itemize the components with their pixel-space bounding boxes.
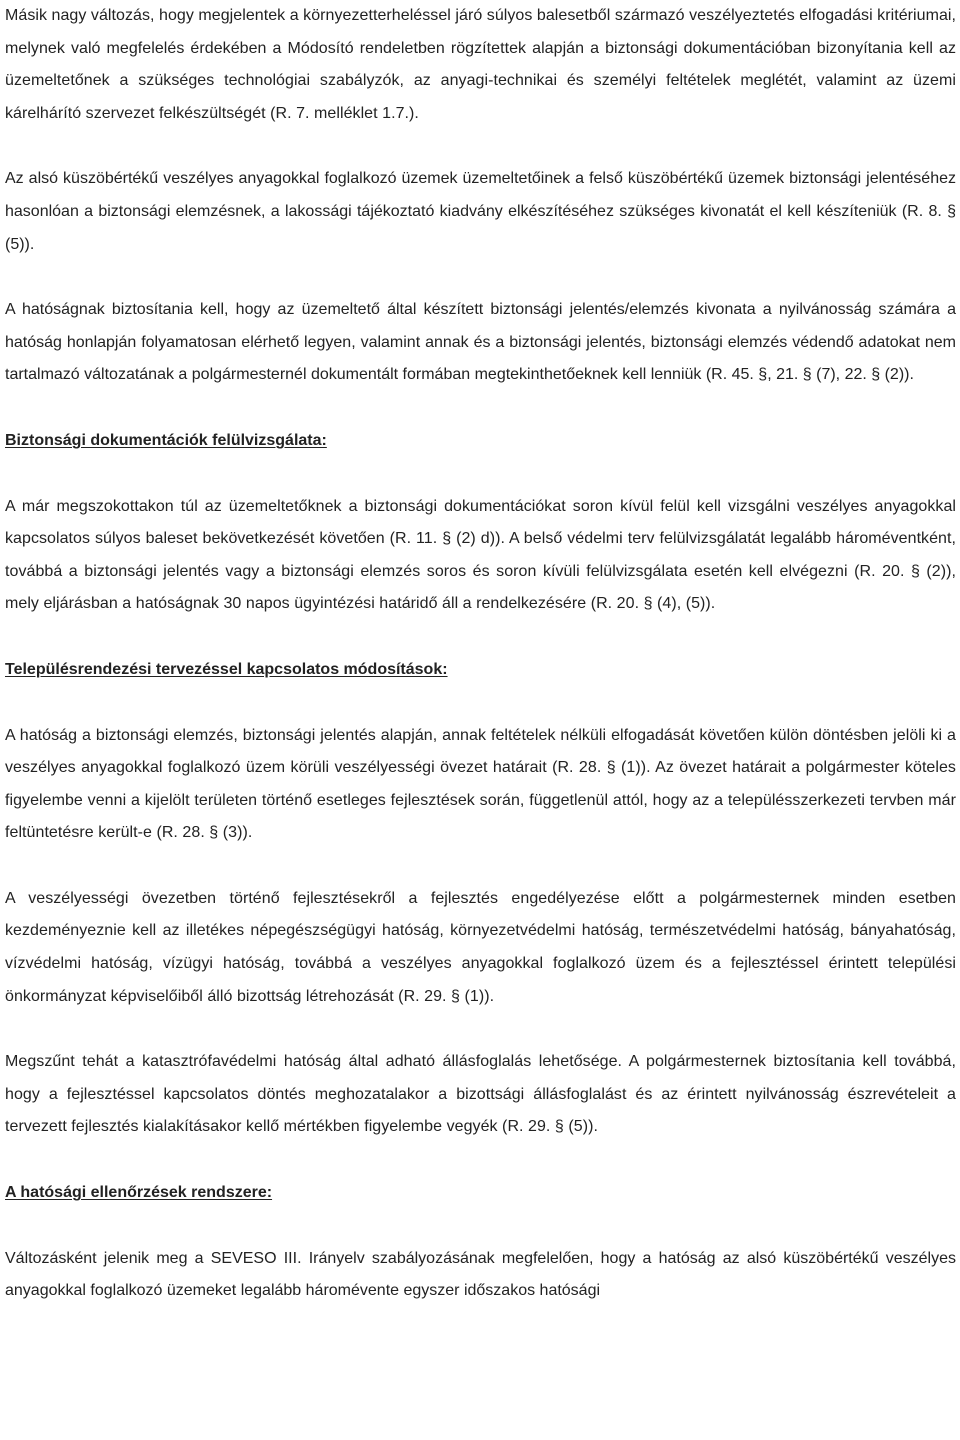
document-page bbox=[5, 0, 956, 1308]
paragraph-lower-tier-operators: Az alsó küszöbértékű veszélyes anyagokkal foglalkozó üzemek üzemeltetőinek a felső küszöbértékű üzemek biztonsági jelentéséhez hasonlóan a biztonsági elemzésnek, a lakossági tájékoztató kiadvány elkészítéséhez szükséges kivonatát el kell készíteniük (R. 8. § (5)). bbox=[5, 170, 956, 253]
paragraph-committee: A veszélyességi övezetben történő fejlesztésekről a fejlesztés engedélyezése előtt a polgármesternek minden esetben kezdeményeznie kell az illetékes népegészségügyi hatóság, környezetvédelmi hatóság, természetvédelmi hatóság, bányahatóság, vízvédelmi hatóság, vízügyi hatóság, továbbá a veszélyes anyagokkal foglalkozó üzem és a fejlesztéssel érintett települési önkormányzat képviselőiből álló bizottság létrehozását (R. 29. § (1)). bbox=[5, 889, 956, 1005]
heading-document-review: Biztonsági dokumentációk felülvizsgálata: bbox=[5, 431, 327, 449]
paragraph-document-review: A már megszokottakon túl az üzemeltetőknek a biztonsági dokumentációkat soron kívül felül kell vizsgálni veszélyes anyagokkal kapcsolatos súlyos baleset bekövetkezését követően (R. 11. § (2) d)). A belső védelmi terv felülvizsgálatát legalább hároméventként, továbbá a biztonsági jelentés vagy a biztonsági elemzés soros és soron kívüli felülvizsgálata esetén kell elvégezni (R. 20. § (2)), mely eljárásban a hatóságnak 30 napos ügyintézési határidő áll a rendelkezésére (R. 20. § (4), (5)). bbox=[5, 497, 956, 613]
paragraph-public-opinion: Megszűnt tehát a katasztrófavédelmi hatóság által adható állásfoglalás lehetősége. A polgármesternek biztosítania kell továbbá, hogy a fejlesztéssel kapcsolatos döntés meghozatalakor a bizottsági állásfoglalást és az érintett nyilvánosság észrevételeit a tervezett fejlesztés kialakításakor kellő mértékben figyelembe vegyék (R. 29. § (5)). bbox=[5, 1053, 956, 1136]
paragraph-inspections: Változásként jelenik meg a SEVESO III. Irányelv szabályozásának megfelelően, hogy a hatóság az alsó küszöbértékű veszélyes anyagokkal foglalkozó üzemeket legalább háromévente egyszer időszakos hatósági bbox=[5, 1249, 956, 1300]
paragraph-seveso-acceptance-criteria: Másik nagy változás, hogy megjelentek a környezetterheléssel járó súlyos balesetből származó veszélyeztetés elfogadási kritériumai, melynek való megfelelés érdekében a Módosító rendeletben rögzítettek alapján a biztonsági dokumentációban bizonyítania kell az üzemeltetőnek a szükséges technológiai szabályzók, az anyagi-technikai és személyi feltételek meglétét, valamint az üzemi kárelhárító szervezet felkészültségét (R. 7. melléklet 1.7.). bbox=[5, 7, 957, 122]
heading-urban-planning: Településrendezési tervezéssel kapcsolatos módosítások: bbox=[5, 660, 448, 678]
paragraph-authority-publication: A hatóságnak biztosítania kell, hogy az üzemeltető által készített biztonsági jelentés/elemzés kivonata a nyilvánosság számára a hatóság honlapján folyamatosan elérhető legyen, valamint annak és a biztonsági jelentés, biztonsági elemzés védendő adatokat nem tartalmazó változatának a polgármesternél dokumentált formában megtekinthetőeknek kell lenniük (R. 45. §, 21. § (7), 22. § (2)). bbox=[5, 301, 956, 384]
heading-inspections: A hatósági ellenőrzések rendszere: bbox=[5, 1184, 273, 1202]
paragraph-danger-zone: A hatóság a biztonsági elemzés, biztonsági jelentés alapján, annak feltételek nélküli elfogadását követően külön döntésben jelöli ki a veszélyes anyagokkal foglalkozó üzem körüli veszélyességi övezet határait (R. 28. § (1)). Az övezet határait a polgármester köteles figyelembe venni a kijelölt területen történő esetleges fejlesztések során, függetlenül attól, hogy az a településszerkezeti tervben már feltüntetésre került-e (R. 28. § (3)). bbox=[5, 726, 956, 842]
